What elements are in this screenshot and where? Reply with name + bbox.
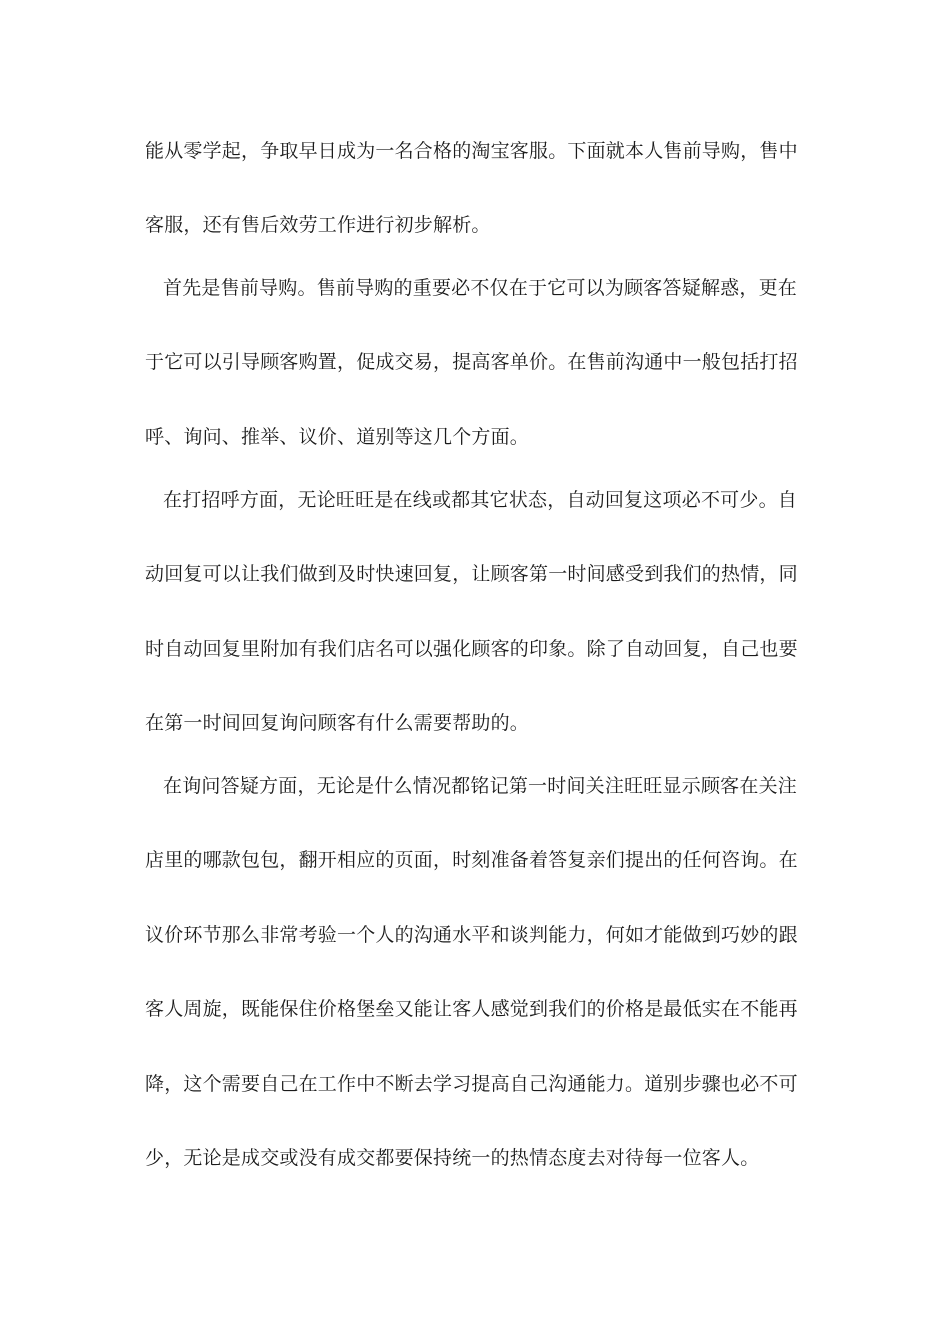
paragraph-line: 于它可以引导顾客购置，促成交易，提高客单价。在售前沟通中一般包括打招	[145, 351, 798, 373]
paragraph-line: 店里的哪款包包，翻开相应的页面，时刻准备着答复亲们提出的任何咨询。在	[145, 849, 798, 871]
paragraph-line: 呼、询问、推举、议价、道别等这几个方面。	[145, 426, 530, 448]
paragraph-line: 时自动回复里附加有我们店名可以强化顾客的印象。除了自动回复，自己也要	[145, 638, 798, 660]
paragraph-line: 在打招呼方面，无论旺旺是在线或都其它状态，自动回复这项必不可少。自	[163, 489, 797, 511]
paragraph-line: 动回复可以让我们做到及时快速回复，让顾客第一时间感受到我们的热情，同	[145, 563, 798, 585]
paragraph-line: 降，这个需要自己在工作中不断去学习提高自己沟通能力。道别步骤也必不可	[145, 1073, 798, 1095]
paragraph-line: 能从零学起，争取早日成为一名合格的淘宝客服。下面就本人售前导购，售中	[145, 140, 798, 162]
paragraph-line: 首先是售前导购。售前导购的重要必不仅在于它可以为顾客答疑解惑，更在	[163, 277, 797, 299]
paragraph-line: 在询问答疑方面，无论是什么情况都铭记第一时间关注旺旺显示顾客在关注	[163, 775, 797, 797]
paragraph-line: 议价环节那么非常考验一个人的沟通水平和谈判能力，何如才能做到巧妙的跟	[145, 924, 798, 946]
paragraph-line: 客服，还有售后效劳工作进行初步解析。	[145, 214, 491, 236]
paragraph-line: 少，无论是成交或没有成交都要保持统一的热情态度去对待每一位客人。	[145, 1147, 760, 1169]
paragraph-line: 客人周旋，既能保住价格堡垒又能让客人感觉到我们的价格是最低实在不能再	[145, 998, 798, 1020]
paragraph-line: 在第一时间回复询问顾客有什么需要帮助的。	[145, 712, 530, 734]
